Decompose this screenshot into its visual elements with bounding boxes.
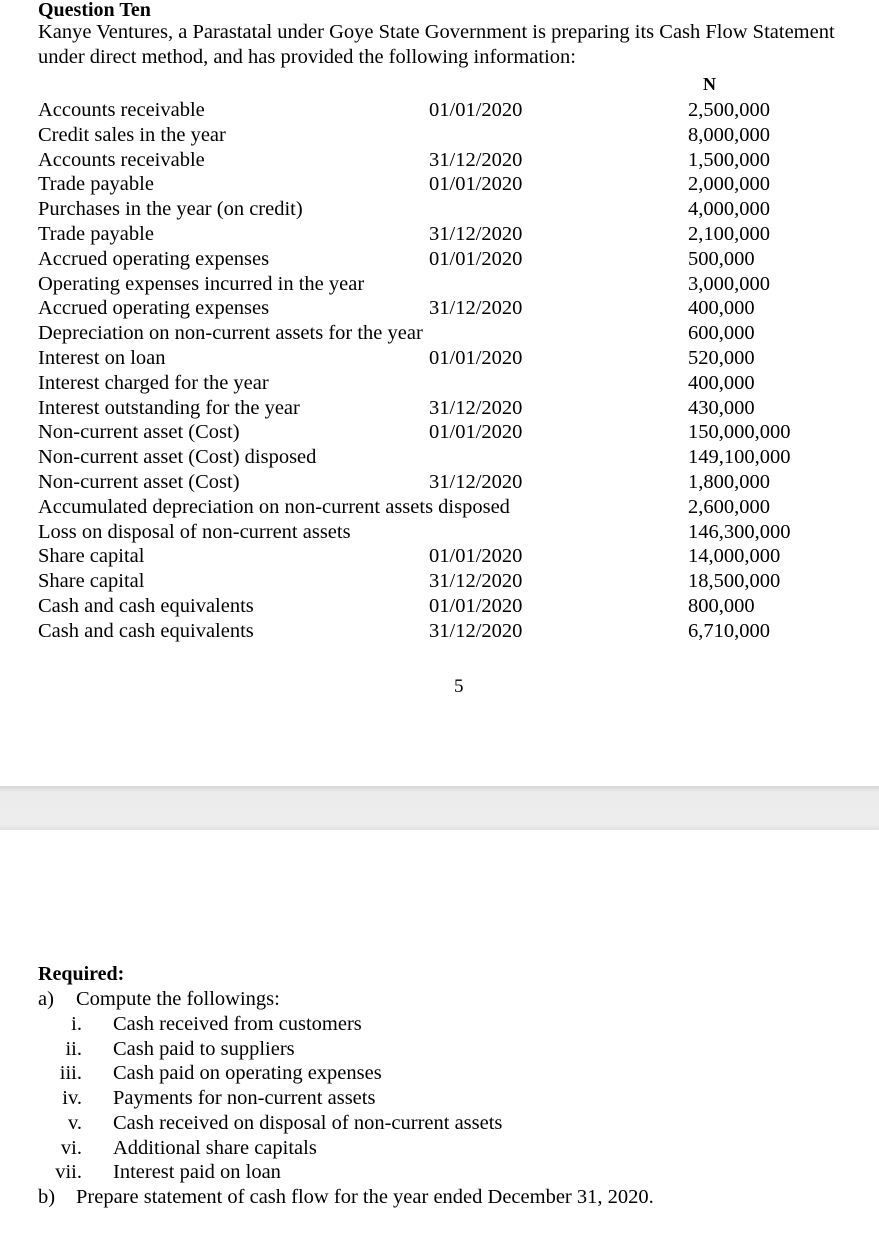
row-label: Non-current asset (Cost) disposed: [38, 446, 317, 469]
row-amount: 2,600,000: [688, 495, 770, 518]
info-row: [0, 445, 879, 470]
row-date: 31/12/2020: [429, 297, 523, 320]
item-numeral: iv.: [62, 1087, 82, 1110]
row-date: 01/01/2020: [429, 173, 523, 196]
row-amount: 1,500,000: [688, 148, 770, 171]
item-numeral: i.: [71, 1013, 82, 1035]
intro-line-2: under direct method, and has provided the following information:: [38, 46, 576, 68]
row-date: 31/12/2020: [429, 223, 523, 245]
row-label: Accumulated depreciation on non-current assets disposed: [38, 495, 510, 518]
row-amount: 146,300,000: [688, 520, 791, 543]
item-text: Cash received on disposal of non-current assets: [113, 1111, 503, 1134]
row-amount: 400,000: [688, 371, 755, 394]
required-item: [0, 1037, 879, 1062]
info-row: [0, 569, 879, 594]
row-date: 31/12/2020: [429, 471, 523, 493]
row-amount: 400,000: [688, 297, 755, 320]
row-label: Credit sales in the year: [38, 123, 226, 146]
info-row: [0, 420, 879, 445]
required-item: [0, 1012, 879, 1037]
row-amount: 430,000: [688, 396, 755, 419]
row-label: Operating expenses incurred in the year: [38, 272, 365, 295]
question-intro: [38, 20, 879, 70]
row-label: Trade payable: [38, 173, 154, 196]
required-item: [0, 1136, 879, 1161]
info-row: [0, 495, 879, 520]
row-label: Non-current asset (Cost): [38, 421, 240, 444]
row-label: Interest on loan: [38, 347, 166, 369]
info-row: [0, 346, 879, 371]
part-a: [38, 987, 858, 1012]
row-label: Trade payable: [38, 223, 154, 245]
part-a-marker: a): [38, 988, 54, 1010]
part-b-text: Prepare statement of cash flow for the year ended December 31, 2020.: [76, 1186, 654, 1208]
row-label: Accrued operating expenses: [38, 247, 270, 270]
row-label: Interest outstanding for the year: [38, 396, 300, 419]
row-label: Accrued operating expenses: [38, 297, 270, 320]
page-number: 5: [454, 676, 464, 697]
info-row: [0, 172, 879, 197]
info-row: [0, 197, 879, 222]
currency-column-header: N: [703, 74, 716, 94]
row-amount: 3,000,000: [688, 272, 770, 295]
item-numeral: iii.: [59, 1062, 82, 1085]
row-label: Interest charged for the year: [38, 371, 269, 394]
required-heading: Required:: [38, 963, 125, 985]
info-row: [0, 619, 879, 644]
info-row: [0, 470, 879, 495]
info-row: [0, 371, 879, 396]
row-label: Depreciation on non-current assets for the year: [38, 322, 423, 345]
part-b: [38, 1185, 858, 1210]
row-date: 31/12/2020: [429, 396, 523, 419]
row-date: 01/01/2020: [429, 347, 523, 369]
item-text: Cash received from customers: [113, 1013, 362, 1035]
info-row: [0, 594, 879, 619]
info-row: [0, 296, 879, 321]
row-date: 01/01/2020: [429, 421, 523, 444]
row-date: 31/12/2020: [429, 570, 523, 593]
row-label: Non-current asset (Cost): [38, 471, 240, 493]
item-text: Cash paid to suppliers: [113, 1037, 295, 1060]
row-amount: 4,000,000: [688, 198, 770, 221]
row-amount: 8,000,000: [688, 123, 770, 146]
row-label: Purchases in the year (on credit): [38, 198, 303, 221]
row-label: Cash and cash equivalents: [38, 595, 254, 617]
info-row: [0, 544, 879, 569]
row-date: 31/12/2020: [429, 148, 523, 171]
row-label: Loss on disposal of non-current assets: [38, 520, 351, 543]
row-amount: 150,000,000: [688, 421, 791, 444]
info-row: [0, 98, 879, 123]
row-amount: 6,710,000: [688, 619, 770, 642]
item-numeral: vii.: [55, 1161, 82, 1184]
row-amount: 2,000,000: [688, 173, 770, 196]
item-numeral: ii.: [65, 1037, 82, 1060]
item-text: Additional share capitals: [113, 1136, 317, 1159]
row-amount: 2,500,000: [688, 99, 770, 121]
row-amount: 520,000: [688, 347, 755, 369]
row-amount: 600,000: [688, 322, 755, 345]
info-row: [0, 520, 879, 545]
row-label: Cash and cash equivalents: [38, 619, 254, 642]
info-row: [0, 396, 879, 421]
row-amount: 1,800,000: [688, 471, 770, 493]
required-item: [0, 1061, 879, 1086]
row-amount: 149,100,000: [688, 446, 791, 469]
row-amount: 800,000: [688, 595, 755, 617]
info-row: [0, 321, 879, 346]
row-date: 31/12/2020: [429, 619, 523, 642]
info-row: [0, 222, 879, 247]
item-numeral: vi.: [60, 1136, 82, 1159]
row-label: Share capital: [38, 570, 145, 593]
document-page-2: [0, 830, 879, 1243]
row-label: Accounts receivable: [38, 99, 205, 121]
info-row: [0, 272, 879, 297]
part-a-text: Compute the followings:: [76, 988, 280, 1010]
row-amount: 500,000: [688, 247, 755, 270]
item-text: Payments for non-current assets: [113, 1087, 376, 1110]
required-item: [0, 1160, 879, 1185]
row-date: 01/01/2020: [429, 545, 523, 568]
item-numeral: v.: [67, 1111, 82, 1134]
row-label: Share capital: [38, 545, 145, 568]
required-item: [0, 1111, 879, 1136]
info-row: [0, 123, 879, 148]
info-row: [0, 148, 879, 173]
row-amount: 18,500,000: [688, 570, 781, 593]
page-separator: [0, 786, 879, 830]
row-date: 01/01/2020: [429, 99, 523, 121]
row-date: 01/01/2020: [429, 247, 523, 270]
item-text: Interest paid on loan: [113, 1161, 281, 1184]
question-title: Question Ten: [38, 0, 151, 21]
part-b-marker: b): [38, 1186, 56, 1208]
required-item: [0, 1086, 879, 1111]
item-text: Cash paid on operating expenses: [113, 1062, 382, 1085]
row-amount: 2,100,000: [688, 223, 770, 245]
row-amount: 14,000,000: [688, 545, 781, 568]
row-date: 01/01/2020: [429, 595, 523, 617]
next-line-cutoff: [38, 1236, 168, 1246]
row-label: Accounts receivable: [38, 148, 205, 171]
intro-line-1: Kanye Ventures, a Parastatal under Goye State Government is preparing its Cash Flow Statement: [38, 21, 835, 43]
info-row: [0, 247, 879, 272]
